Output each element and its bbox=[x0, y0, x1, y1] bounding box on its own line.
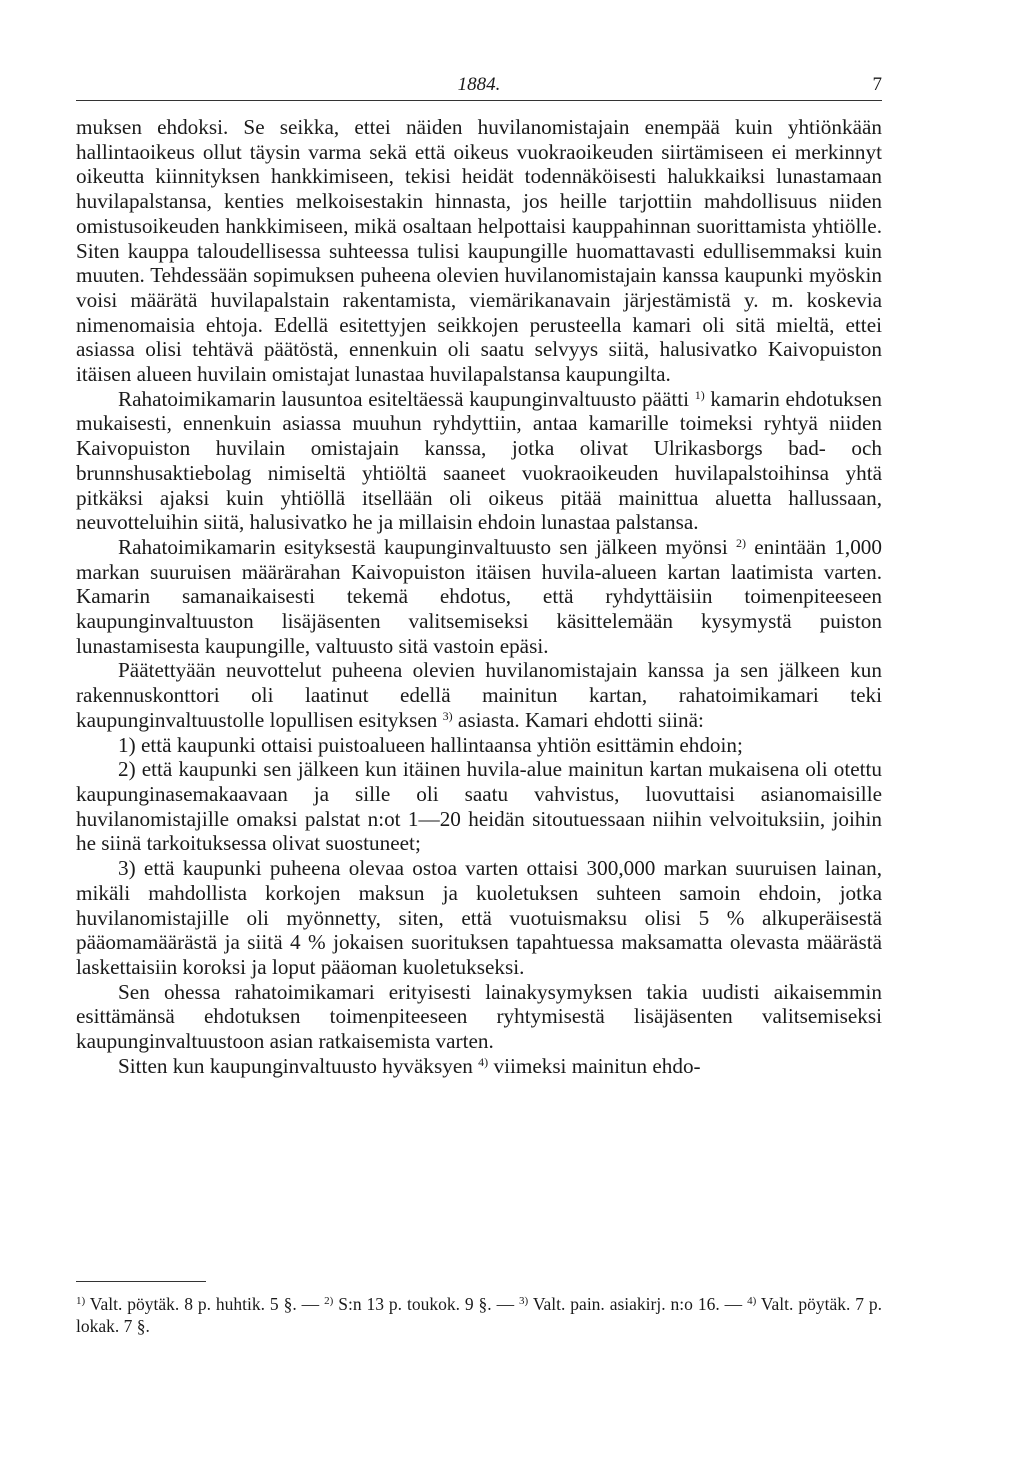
footnote-3: Valt. pain. asiakirj. n:o 16. — bbox=[532, 1294, 743, 1314]
footnote-1: Valt. pöytäk. 8 p. huhtik. 5 §. — bbox=[89, 1294, 320, 1314]
paragraph-6-text-a: Sitten kun kaupunginvaltuusto hyväksyen bbox=[118, 1053, 473, 1078]
page-number: 7 bbox=[872, 74, 882, 95]
list-item-3: 3) että kaupunki puheena olevaa ostoa varten ottaisi 300,000 markan suuruisen lainan, mikäli mahdollista korkojen maksun ja kuoletuksen suhteen samoin ehdoin, jotka huvilanomistajille oli myönnetty, siten, että vuotuismaksu olisi 5 % alkuperäisestä pääomamäärästä ja siitä 4 % jokaisen suorituksen tapahtuessa maksamatta olevasta määrästä laskettaisiin koroksi ja loput pääoman kuoletukseksi. bbox=[76, 856, 882, 979]
footnote-rule bbox=[76, 1281, 206, 1282]
list-item-1: 1) että kaupunki ottaisi puistoalueen hallintaansa yhtiön esittämin ehdoin; bbox=[118, 732, 743, 757]
paragraph-6-text-b: viimeksi mainitun ehdo- bbox=[493, 1053, 701, 1078]
footnote-4-mark: 4) bbox=[747, 1295, 757, 1307]
paragraph-5: Sen ohessa rahatoimikamari erityisesti lainakysymyksen takia uudisti aikaisemmin esittämänsä ehdotuksen toimenpiteeseen ryhtymisestä lisäjäsenten valitsemiseksi kaupunginvaltuustoon asian ratkaisemista varten. bbox=[76, 979, 882, 1054]
body-text bbox=[76, 115, 882, 1078]
paragraph-2 bbox=[76, 387, 882, 535]
footnote-ref-1: 1) bbox=[694, 387, 705, 402]
paragraph-2-text-a: Rahatoimikamarin lausuntoa esiteltäessä kaupunginvaltuusto päätti bbox=[118, 386, 690, 411]
footnote-2: S:n 13 p. toukok. 9 §. — bbox=[338, 1294, 515, 1314]
paragraph-3-text-a: Rahatoimikamarin esityksestä kaupunginvaltuusto sen jälkeen myönsi bbox=[118, 534, 728, 559]
footnote-3-mark: 3) bbox=[519, 1295, 529, 1307]
footnotes bbox=[76, 1293, 882, 1337]
paragraph-3-text-b: enintään 1,000 markan suuruisen määrärahan Kaivopuiston itäisen huvila-alueen kartan laatimista varten. Kamarin samanaikaisesti tekemä ehdotus, että ryhdyttäisiin toimenpiteeseen kaupunginvaltuuston lisäjäsenten valitsemiseksi käsittelemään kysymystä puiston lunastamisesta kaupungille, valtuusto sitä vastoin epäsi. bbox=[76, 534, 882, 658]
paragraph-4-text-a: Päätettyään neuvottelut puheena olevien huvilanomistajain kanssa ja sen jälkeen kun rakennuskonttori oli laatinut edellä mainitun kartan, rahatoimikamari teki kaupunginvaltuustolle lopullisen esityksen bbox=[76, 658, 882, 732]
paragraph-6 bbox=[76, 1054, 882, 1079]
paragraph-3 bbox=[76, 535, 882, 659]
footnote-4: Valt. pöytäk. 7 p. lokak. 7 §. bbox=[76, 1294, 883, 1336]
page-header bbox=[76, 74, 882, 100]
paragraph-4-text-b: asiasta. Kamari ehdotti siinä: bbox=[457, 707, 704, 732]
footnote-ref-4: 4) bbox=[478, 1054, 489, 1069]
header-rule bbox=[76, 100, 882, 101]
running-title: 1884. bbox=[457, 74, 501, 95]
paragraph-1: muksen ehdoksi. Se seikka, ettei näiden huvilanomistajain enempää kuin yhtiönkään hallintaoikeus ollut täysin varma sekä että oikeus vuokraoikeuden siirtämiseen ei merkinnyt oikeutta kiinnityksen hankkimiseen, tekisi heidät todennäköisesti halukkaiksi lunastamaan huvilapalstansa, kenties melkoisestakin hinnasta, jos heille tarjottiin mahdollisuus niiden omistusoikeuden hankkimiseen, mikä osaltaan helpottaisi kauppahinnan suorittamista yhtiölle. Siten kauppa taloudellisessa suhteessa tulisi kaupungille huomattavasti edullisemmaksi kuin muuten. Tehdessään sopimuksen puheena olevien huvilanomistajain kanssa kaupunki myöskin voisi määrätä huvilapalstain rakentamista, viemärikanavain järjestämistä y. m. koskevia nimenomaisia ehtoja. Edellä esitettyjen seikkojen perusteella kamari oli sitä mieltä, ettei asiassa olisi tehtävä päätöstä, ennenkuin oli saatu selvyys siitä, halusivatko Kaivopuiston itäisen alueen huvilain omistajat lunastaa huvilapalstansa kaupungilta. bbox=[76, 115, 882, 387]
footnote-ref-2: 2) bbox=[736, 535, 747, 550]
footnote-block bbox=[76, 1293, 882, 1337]
paragraph-2-text-b: kamarin ehdotuksen mukaisesti, ennenkuin asiassa muuhun ryhdyttiin, antaa kamarille toimeksi ryhtyä niiden Kaivopuiston huvilain omistajain kanssa, jotka olivat Ulrikasborgs bad- och brunnshusaktiebolag nimiseltä yhtiöltä saaneet vuokraoikeuden huvilapalstoihinsa yhtä pitkäksi ajaksi kuin yhtiöllä itsellään oli oikeus pitää mainittua aluetta hallussaan, neuvotteluihin siitä, halusivatko he ja millaisin ehdoin lunastaa palstansa. bbox=[76, 386, 882, 535]
paragraph-4 bbox=[76, 658, 882, 732]
footnote-1-mark: 1) bbox=[76, 1295, 86, 1307]
footnote-2-mark: 2) bbox=[324, 1295, 334, 1307]
list-item-2: 2) että kaupunki sen jälkeen kun itäinen huvila-alue mainitun kartan mukaisena oli otettu kaupunginasemakaavaan ja sille oli saatu vahvistus, luovuttaisi asianomaisille huvilanomistajille omaksi palstat n:ot 1—20 heidän sitoutuessaan niihin velvoituksiin, joihin he siinä tarkoituksessa olivat suostuneet; bbox=[76, 757, 882, 856]
footnote-ref-3: 3) bbox=[442, 708, 453, 723]
